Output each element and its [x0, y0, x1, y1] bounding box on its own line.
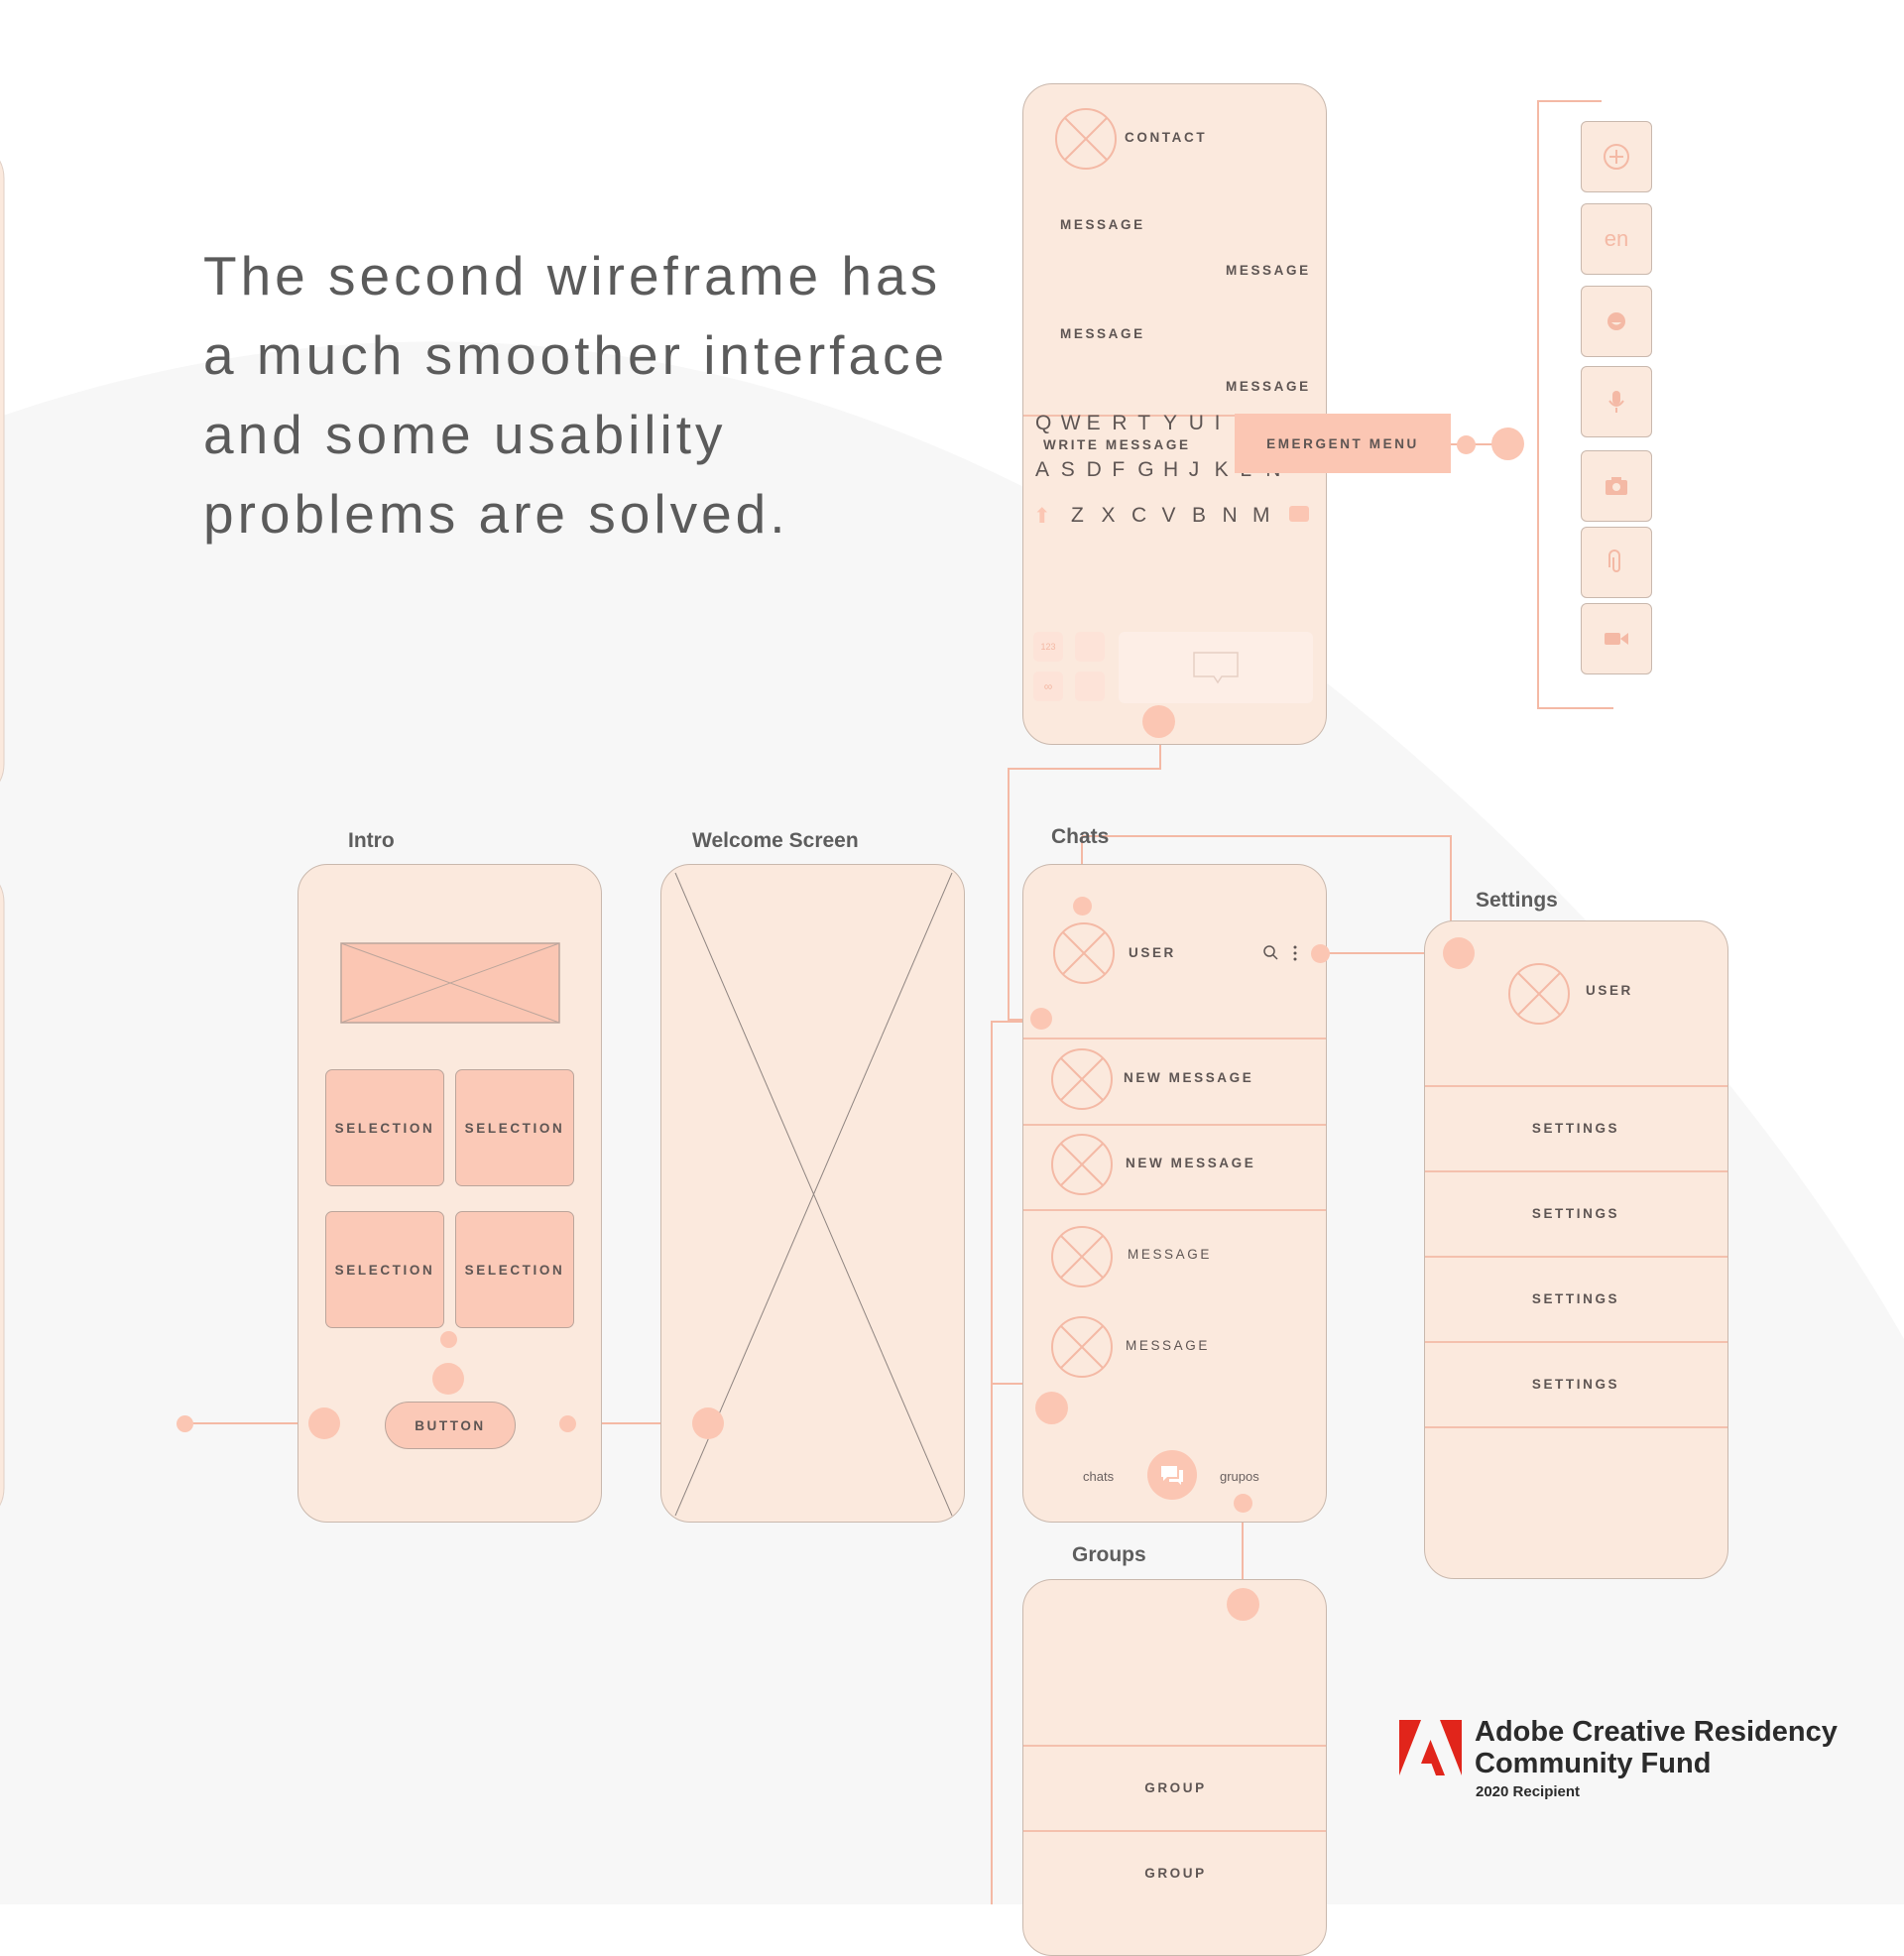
selection-card[interactable] — [455, 1069, 574, 1186]
camera-icon — [1604, 475, 1629, 497]
connector-dot — [1142, 705, 1175, 738]
key-b[interactable]: B — [1192, 504, 1207, 527]
contact-avatar-icon — [1049, 1046, 1115, 1112]
key-k[interactable]: K — [1214, 458, 1229, 481]
key-j[interactable]: J — [1188, 458, 1200, 481]
message-received: MESSAGE — [1060, 217, 1145, 232]
search-icon[interactable] — [1262, 944, 1278, 962]
write-message-input[interactable]: WRITE MESSAGE — [1043, 437, 1191, 452]
tab-groups[interactable]: grupos — [1220, 1469, 1259, 1484]
connector-dot — [559, 1415, 576, 1432]
chat-row-label[interactable]: NEW MESSAGE — [1124, 1070, 1254, 1085]
connector-dot — [1227, 1588, 1259, 1621]
contact-avatar-icon — [1049, 1314, 1115, 1380]
chat-row-label[interactable]: MESSAGE — [1126, 1338, 1210, 1353]
connector-dot — [177, 1415, 193, 1432]
connector-dot — [432, 1363, 464, 1395]
settings-item-label: SETTINGS — [1531, 1290, 1620, 1306]
button-label: BUTTON — [415, 1417, 486, 1433]
settings-item-label: SETTINGS — [1531, 1120, 1620, 1136]
settings-item[interactable] — [1424, 1341, 1727, 1426]
key-f[interactable]: F — [1112, 458, 1126, 481]
key-q[interactable]: Q — [1035, 412, 1052, 434]
emoji-button[interactable] — [1581, 286, 1652, 357]
connector-dot — [1030, 1008, 1052, 1030]
emoji-icon — [1606, 310, 1627, 332]
connector-dot — [1491, 428, 1524, 460]
connector-dot — [308, 1407, 340, 1439]
contact-name: CONTACT — [1125, 130, 1208, 145]
clip-icon — [1608, 550, 1624, 575]
key-d[interactable]: D — [1086, 458, 1102, 481]
chat-row-label[interactable]: NEW MESSAGE — [1126, 1156, 1256, 1170]
settings-title: Settings — [1476, 889, 1558, 912]
settings-item[interactable] — [1424, 1085, 1727, 1170]
intro-phone — [298, 864, 602, 1523]
connector-dot — [1457, 435, 1476, 454]
send-area[interactable] — [1119, 632, 1313, 703]
key-v[interactable]: V — [1161, 504, 1176, 527]
chats-title: Chats — [1051, 825, 1110, 848]
groups-phone — [1022, 1579, 1327, 1956]
intro-title: Intro — [348, 829, 395, 852]
comma-key[interactable] — [1075, 672, 1105, 701]
camera-button[interactable] — [1581, 450, 1652, 522]
group-item-label: GROUP — [1144, 1866, 1207, 1881]
contact-avatar-icon — [1049, 1132, 1115, 1197]
key-m[interactable]: M — [1252, 504, 1270, 527]
key-e[interactable]: E — [1086, 412, 1101, 434]
message-sent: MESSAGE — [1226, 263, 1311, 278]
badge-line1: Adobe Creative Residency — [1475, 1716, 1838, 1748]
user-avatar-icon — [1051, 920, 1117, 986]
shift-icon[interactable]: ⬆ — [1033, 505, 1051, 528]
key-h[interactable]: H — [1163, 458, 1179, 481]
settings-item[interactable] — [1424, 1170, 1727, 1256]
intro-button[interactable] — [385, 1402, 516, 1449]
groups-title: Groups — [1072, 1543, 1146, 1566]
selection-label: SELECTION — [334, 1262, 435, 1278]
contact-avatar-icon — [1049, 1224, 1115, 1289]
chat-bubble-icon — [1192, 651, 1240, 684]
period-key[interactable] — [1075, 632, 1105, 662]
key-g[interactable]: G — [1137, 458, 1154, 481]
selection-card[interactable] — [325, 1069, 444, 1186]
key-y[interactable]: Y — [1163, 412, 1178, 434]
key-x[interactable]: X — [1101, 504, 1116, 527]
connector-dot — [692, 1407, 724, 1439]
tab-chats[interactable]: chats — [1083, 1469, 1115, 1484]
intro-image-placeholder — [340, 942, 560, 1024]
settings-item-label: SETTINGS — [1531, 1376, 1620, 1392]
badge-line2: Community Fund — [1475, 1748, 1712, 1779]
selection-card[interactable] — [325, 1211, 444, 1328]
message-sent: MESSAGE — [1226, 379, 1311, 394]
key-a[interactable]: A — [1035, 458, 1050, 481]
key-z[interactable]: Z — [1071, 504, 1084, 527]
headline-text: The second wireframe has a much smoother interface and some usability problems are solved. — [203, 245, 949, 545]
connector-dot — [1035, 1392, 1068, 1424]
chats-phone — [1022, 864, 1327, 1523]
connector-dot — [440, 1331, 457, 1348]
connector-dot — [1073, 897, 1092, 916]
link-icon[interactable]: ∞ — [1033, 672, 1063, 701]
key-n[interactable]: N — [1222, 504, 1238, 527]
key-r[interactable]: R — [1112, 412, 1128, 434]
selection-label: SELECTION — [464, 1262, 565, 1278]
add-button[interactable] — [1581, 121, 1652, 192]
user-avatar-icon — [1506, 961, 1572, 1027]
connector-dot — [1443, 937, 1475, 969]
settings-item[interactable] — [1424, 1256, 1727, 1341]
adobe-logo-icon — [1399, 1720, 1462, 1775]
chat-icon — [1159, 1464, 1185, 1486]
selection-label: SELECTION — [334, 1120, 435, 1136]
key-c[interactable]: C — [1131, 504, 1147, 527]
group-item-label: GROUP — [1144, 1780, 1207, 1795]
numbers-key[interactable]: 123 — [1033, 632, 1063, 662]
selection-label: SELECTION — [464, 1120, 565, 1136]
video-icon — [1603, 630, 1630, 648]
settings-item-label: SETTINGS — [1531, 1205, 1620, 1221]
group-item[interactable] — [1023, 1746, 1327, 1830]
contact-avatar-icon — [1053, 106, 1119, 172]
key-u[interactable]: U — [1188, 412, 1204, 434]
welcome-title: Welcome Screen — [692, 829, 859, 852]
attach-button[interactable] — [1581, 527, 1652, 598]
user-name: USER — [1129, 945, 1176, 960]
key-s[interactable]: S — [1060, 458, 1075, 481]
mic-icon — [1606, 389, 1627, 415]
plus-icon — [1603, 143, 1630, 171]
backspace-icon[interactable] — [1289, 506, 1309, 522]
chat-row-label[interactable]: MESSAGE — [1128, 1247, 1212, 1262]
connector-dot — [1234, 1494, 1252, 1513]
badge-line3: 2020 Recipient — [1476, 1783, 1581, 1800]
microphone-button[interactable] — [1581, 366, 1652, 437]
language-button[interactable] — [1581, 203, 1652, 275]
emergent-menu-button[interactable] — [1235, 414, 1451, 473]
connector-dot — [1311, 944, 1330, 963]
key-w[interactable]: W — [1060, 412, 1081, 434]
video-button[interactable] — [1581, 603, 1652, 674]
language-label: en — [1604, 226, 1629, 251]
new-chat-button[interactable] — [1147, 1450, 1197, 1500]
emergent-menu-label: EMERGENT MENU — [1266, 435, 1419, 451]
more-icon[interactable] — [1292, 944, 1298, 962]
key-t[interactable]: T — [1137, 412, 1151, 434]
key-i[interactable]: I — [1214, 412, 1221, 434]
message-received: MESSAGE — [1060, 326, 1145, 341]
selection-card[interactable] — [455, 1211, 574, 1328]
user-name: USER — [1586, 983, 1633, 998]
group-item[interactable] — [1023, 1831, 1327, 1915]
